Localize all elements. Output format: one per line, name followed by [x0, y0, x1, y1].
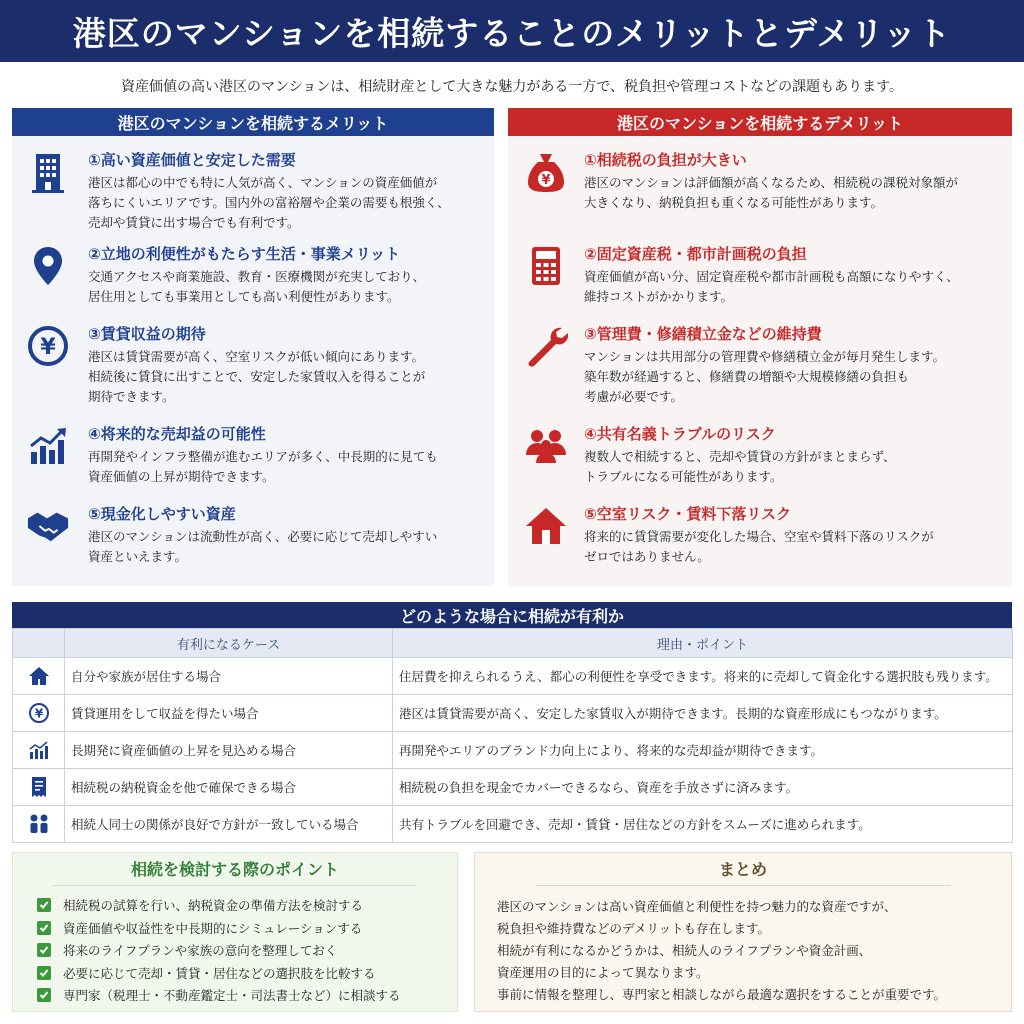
table-header-row — [13, 629, 1013, 658]
merit-body: 再開発やインフラ整備が進むエリアが多く、中長期的に見ても 資産価値の上昇が期待できます。 — [88, 449, 438, 484]
demerit-body: マンションは共用部分の管理費や修繕積立金が毎月発生します。 築年数が経過すると、修繕費の増額や大規模修繕の負担も 考慮が必要です。 — [584, 349, 945, 404]
money-bag-icon — [524, 150, 568, 194]
house-icon — [524, 504, 568, 548]
list-item — [37, 939, 457, 962]
demerit-body: 港区のマンションは評価額が高くなるため、相続税の課税対象額が 大きくなり、納税負担も重くなる可能性があります。 — [584, 175, 958, 210]
reason-cell: 再開発やエリアのブランド力向上により、将来的な売却益が期待できます。 — [393, 732, 1013, 769]
merit-body: 交通アクセスや商業施設、教育・医療機関が充実しており、 居住用としても事業用としても高い利便性があります。 — [88, 269, 426, 304]
list-item — [37, 917, 457, 940]
checkbox-icon — [37, 898, 51, 912]
demerit-title: ④共有名義トラブルのリスク — [584, 425, 776, 443]
merits-heading: 港区のマンションを相続するメリット — [12, 108, 494, 136]
checkbox-icon — [37, 943, 51, 957]
header-reason: 理由・ポイント — [393, 629, 1013, 658]
summary-line: 港区のマンションは高い資産価値と利便性を持つ魅力的な資産ですが、 — [497, 899, 897, 914]
list-item — [37, 894, 457, 917]
table-row — [13, 806, 1013, 843]
reason-cell: 相続税の負担を現金でカバーできるなら、資産を手放さずに済みます。 — [393, 769, 1013, 806]
merit-body: 港区のマンションは流動性が高く、必要に応じて売却しやすい 資産といえます。 — [88, 529, 438, 564]
receipt-icon — [13, 776, 64, 798]
reason-cell: 共有トラブルを回避でき、売却・賃貸・居住などの方針をスムーズに進められます。 — [393, 806, 1013, 843]
table-row — [13, 658, 1013, 695]
point-text: 将来のライフプランや家族の意向を整理しておく — [63, 943, 338, 959]
table-row — [13, 732, 1013, 769]
demerits-panel — [508, 108, 1012, 586]
page-title: 港区のマンションを相続することのメリットとデメリット — [72, 13, 952, 53]
checkbox-icon — [37, 988, 51, 1002]
svg-text:¥: ¥ — [34, 706, 43, 721]
home-icon — [13, 666, 64, 686]
people-icon — [13, 814, 64, 834]
merit-title: ①高い資産価値と安定した需要 — [88, 151, 296, 169]
header-icon-cell — [13, 629, 65, 658]
map-pin-icon — [26, 244, 70, 288]
people-icon — [524, 424, 568, 468]
yen-icon — [26, 324, 70, 368]
case-cell: 自分や家族が居住する場合 — [65, 658, 393, 695]
header-case: 有利になるケース — [65, 629, 393, 658]
demerit-body: 資産価値が高い分、固定資産税や都市計画税も高額になりやすく、 維持コストがかかります。 — [584, 269, 959, 304]
checkbox-icon — [37, 921, 51, 935]
yen-icon — [13, 702, 64, 724]
demerit-body: 将来的に賃貸需要が変化した場合、空室や賃料下落のリスクが ゼロではありません。 — [584, 529, 934, 564]
merit-title: ③賃貸収益の期待 — [88, 325, 206, 343]
points-heading: 相続を検討する際のポイント — [53, 855, 417, 886]
case-cell: 相続税の納税資金を他で確保できる場合 — [65, 769, 393, 806]
reason-cell: 住居費を抑えられるうえ、都心の利便性を享受できます。将来的に売却して資金化する選択肢も残ります。 — [393, 658, 1013, 695]
points-panel — [12, 852, 458, 1012]
point-text: 必要に応じて売却・賃貸・居住などの選択肢を比較する — [63, 965, 376, 981]
merit-title: ④将来的な売却益の可能性 — [88, 425, 266, 443]
demerits-heading: 港区のマンションを相続するデメリット — [508, 108, 1012, 136]
summary-line: 事前に情報を整理し、専門家と相談しながら最適な選択をすることが重要です。 — [497, 987, 947, 1002]
case-cell: 相続人同士の関係が良好で方針が一致している場合 — [65, 806, 393, 843]
svg-text:¥: ¥ — [40, 335, 56, 360]
growth-chart-icon — [26, 424, 70, 468]
demerit-body: 複数人で相続すると、売却や賃貸の方針がまとまらず、 トラブルになる可能性があります。 — [584, 449, 896, 484]
demerit-title: ①相続税の負担が大きい — [584, 151, 747, 169]
handshake-icon — [26, 504, 70, 548]
merit-title: ⑤現金化しやすい資産 — [88, 505, 236, 523]
wrench-icon — [524, 324, 568, 368]
cases-section — [12, 602, 1012, 843]
summary-line: 相続が有利になるかどうかは、相続人のライフプランや資金計画、 — [497, 943, 872, 958]
demerit-title: ②固定資産税・都市計画税の負担 — [584, 245, 807, 263]
summary-line: 税負担や維持費などのデメリットも存在します。 — [497, 921, 771, 936]
svg-text:¥: ¥ — [541, 173, 551, 188]
calculator-icon — [524, 244, 568, 288]
merit-title: ②立地の利便性がもたらす生活・事業メリット — [88, 245, 401, 263]
table-row — [13, 695, 1013, 732]
title-banner — [0, 0, 1024, 62]
summary-heading: まとめ — [535, 855, 951, 886]
point-text: 相続税の試算を行い、納税資金の準備方法を検討する — [63, 898, 364, 914]
case-cell: 賃貸運用をして収益を得たい場合 — [65, 695, 393, 732]
demerit-title: ③管理費・修繕積立金などの維持費 — [584, 325, 822, 343]
merits-panel — [12, 108, 494, 586]
checkbox-icon — [37, 966, 51, 980]
summary-panel — [474, 852, 1012, 1012]
merit-body: 港区は賃貸需要が高く、空室リスクが低い傾向にあります。 相続後に賃貸に出すことで、安定した家賃収入を得ることが 期待できます。 — [88, 349, 426, 404]
cases-table — [12, 628, 1013, 843]
case-cell: 長期発に資産価値の上昇を見込める場合 — [65, 732, 393, 769]
cases-heading: どのような場合に相続が有利か — [12, 602, 1012, 628]
point-text: 資産価値や収益性を中長期的にシミュレーションする — [63, 920, 363, 936]
table-row — [13, 769, 1013, 806]
summary-line: 資産運用の目的によって異なります。 — [497, 965, 709, 980]
demerit-title: ⑤空室リスク・賃料下落リスク — [584, 505, 792, 523]
point-text: 専門家（税理士・不動産鑑定士・司法書士など）に相談する — [63, 988, 401, 1004]
intro-text: 資産価値の高い港区のマンションは、相続財産として大きな魅力がある一方で、税負担や管理コストなどの課題もあります。 — [121, 79, 903, 95]
building-icon — [26, 150, 70, 194]
merit-body: 港区は都心の中でも特に人気が高く、マンションの資産価値が 落ちにくいエリアです。国内外の富裕層や企業の需要も根強く、 売却や賃貸に出す場合でも有利です。 — [88, 175, 450, 230]
reason-cell: 港区は賃貸需要が高く、安定した家賃収入が期待できます。長期的な資産形成にもつながります。 — [393, 695, 1013, 732]
list-item — [37, 962, 457, 985]
list-item — [37, 984, 457, 1007]
growth-chart-icon — [13, 740, 64, 760]
